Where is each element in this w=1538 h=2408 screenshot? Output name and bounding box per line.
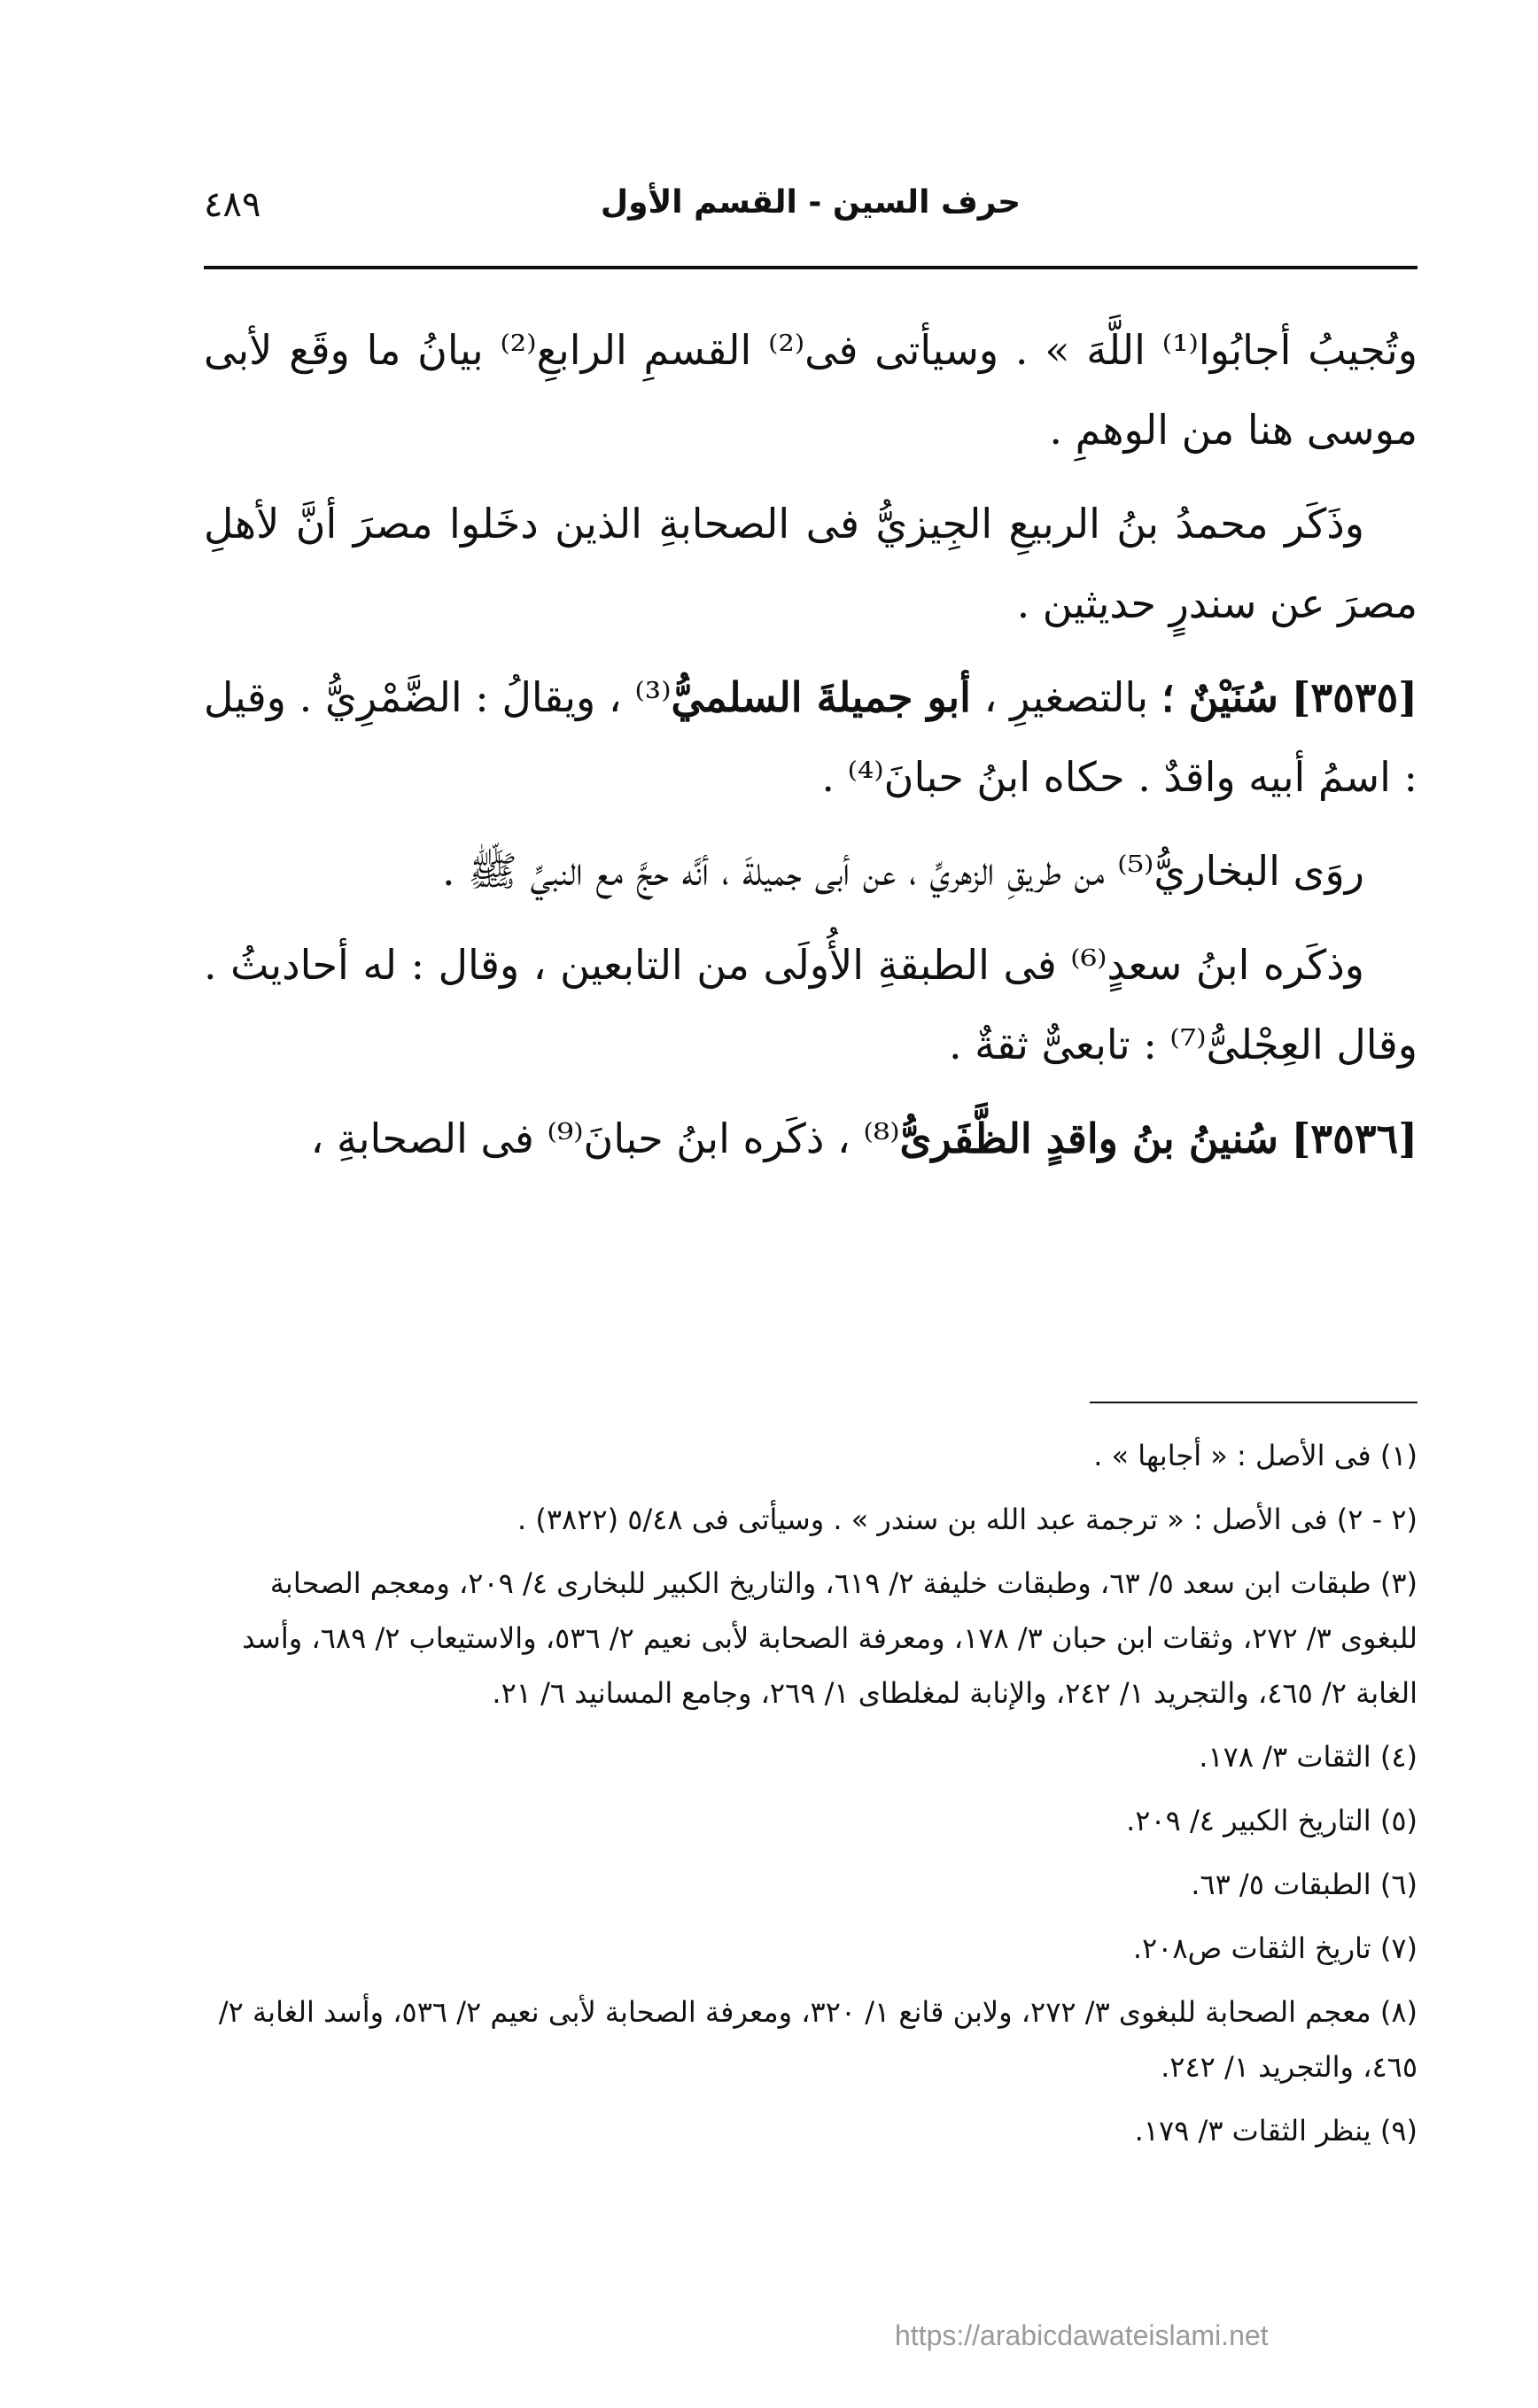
page-title: حرف السين - القسم الأول (600, 184, 1021, 221)
entry-kunya: أبو جميلةَ السلميُّ (671, 673, 971, 721)
page-number: ٤٨٩ (204, 184, 261, 225)
footnote: (١) فى الأصل : « أجابها » . (1093, 1439, 1418, 1472)
entry-text: ⁽⁸⁾ ، ذكَره ابنُ حبانَ⁽⁹⁾ فى الصحابةِ ، (310, 1115, 900, 1162)
footnote: (٩) ينظر الثقات ٣/ ١٧٩. (1134, 2114, 1418, 2148)
footnote: (٣) طبقات ابن سعد ٥/ ٦٣، وطبقات خليفة ٢/ ٦١٩، والتاريخ الكبير للبخارى ٤/ ٢٠٩، ومعجم الصحابة للبغوى ٣/ ٢٧٢، وثقات ابن حبان ٣/ ١٧٨، ومعرفة الصحابة لأبى نعيم ٢/ ٥٣٦، والاستيعاب ٢/ ٦٨٩، وأسد الغابة ٢/ ٤٦٥، والتجريد ١/ ٢٤٢، والإنابة لمغلطاى ١/ ٢٦٩، وجامع المسانيد ٦/ ٢١. (242, 1566, 1418, 1710)
paragraph: وتُجيبُ أجابُوا⁽¹⁾ اللَّهَ » . وسيأتى فى⁽²⁾ القسمِ الرابعِ⁽²⁾ بيانُ ما وقَع لأبى موسى هنا من الوهمِ . (204, 326, 1418, 454)
entry-3536 (204, 1099, 1418, 1178)
watermark-url: https://arabicdawateislami.net (895, 2319, 1269, 2351)
entry-3535 (204, 657, 1418, 817)
footnote: (٨) معجم الصحابة للبغوى ٣/ ٢٧٢، ولابن قانع ١/ ٣٢٠، ومعرفة الصحابة لأبى نعيم ٢/ ٥٣٦، وأسد الغابة ٢/ ٤٦٥، والتجريد ١/ ٢٤٢. (218, 1995, 1418, 2084)
footnote: (٦) الطبقات ٥/ ٦٣. (1191, 1868, 1418, 1901)
paragraph: روَى البخاريُّ⁽⁵⁾ من طريقِ الزهريِّ ، عن أبى جميلةَ ، أنَّه حجَّ مع النبيِّ ﷺ . (442, 847, 1364, 895)
footnotes (204, 1428, 1418, 2167)
footnote: (٤) الثقات ٣/ ١٧٨. (1199, 1740, 1418, 1774)
paragraph: وذَكَر محمدُ بنُ الربيعِ الجِيزيُّ فى الصحابةِ الذين دخَلوا مصرَ أنَّ لأهلِ مصرَ عن سندرٍ حديثين . (204, 500, 1418, 627)
entry-number: [٣٥٣٥] (1291, 673, 1418, 721)
footnote-divider (1090, 1402, 1418, 1403)
entry-text: ⁽³⁾ ، ويقالُ : الضَّمْرِيُّ . وقيل : اسمُ أبيه واقدٌ . حكاه ابنُ حبانَ⁽⁴⁾ . (204, 673, 1418, 801)
entry-text: بالتصغيرِ ، (970, 673, 1149, 721)
entry-number: [٣٥٣٦] (1291, 1115, 1418, 1162)
main-text (204, 310, 1418, 1192)
footnote: (٥) التاريخ الكبير ٤/ ٢٠٩. (1126, 1804, 1418, 1837)
footnote: (٢ - ٢) فى الأصل : « ترجمة عبد الله بن سندر » . وسيأتى فى ٥/٤٨ (٣٨٢٢) . (517, 1503, 1418, 1536)
entry-name: سُنَيْنٌ ؛ (1161, 673, 1278, 721)
paragraph: وذكَره ابنُ سعدٍ⁽⁶⁾ فى الطبقةِ الأُولَى من التابعين ، وقال : له أحاديثُ . وقال العِجْلىُّ⁽⁷⁾ : تابعىٌّ ثقةٌ . (204, 941, 1418, 1068)
entry-name: سُنينُ بنُ واقدٍ الظَّفَرىُّ (899, 1115, 1279, 1162)
page-header (204, 184, 1418, 246)
header-divider (204, 266, 1418, 269)
footnote: (٧) تاريخ الثقات ص٢٠٨. (1132, 1931, 1418, 1965)
